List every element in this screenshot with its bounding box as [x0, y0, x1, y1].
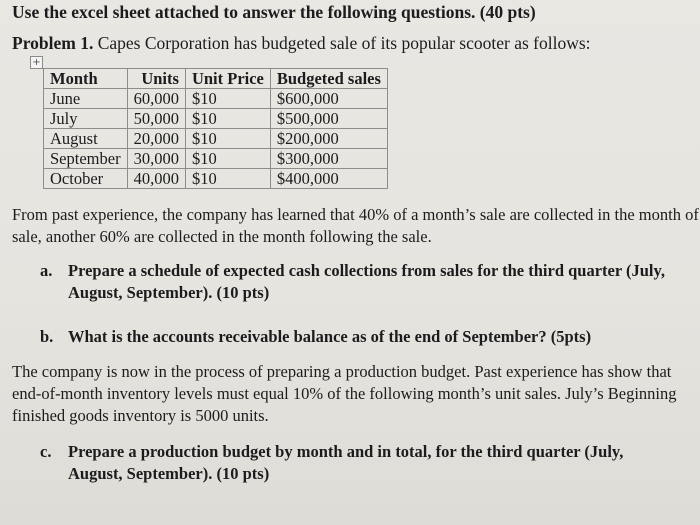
- cell-units: 30,000: [127, 149, 185, 169]
- production-paragraph: The company is now in the process of preparing a production budget. Past experience has show that end-of-month inventory levels must equal 10% of the following month’s unit sales. July’s Beginning finished goods inventory is 5000 units.: [12, 362, 677, 425]
- question-a-label: a.: [40, 261, 53, 280]
- cell-month: August: [44, 129, 128, 149]
- cell-units: 50,000: [127, 109, 185, 129]
- problem-statement: [12, 33, 591, 54]
- cell-budgeted-sales: $500,000: [270, 109, 387, 129]
- table-row: [44, 149, 388, 169]
- table-row: [44, 129, 388, 149]
- question-b-label: b.: [40, 327, 54, 346]
- table-row: [44, 89, 388, 109]
- page-heading: Use the excel sheet attached to answer the following questions. (40 pts): [12, 2, 536, 22]
- table-move-handle-icon[interactable]: +: [30, 56, 43, 69]
- cell-unit-price: $10: [185, 149, 270, 169]
- table-row: [44, 169, 388, 189]
- table-header-row: [44, 69, 388, 89]
- cell-unit-price: $10: [185, 169, 270, 189]
- question-b-text: What is the accounts receivable balance as of the end of September? (5pts): [68, 327, 592, 346]
- table-row: [44, 109, 388, 129]
- col-header-units: Units: [127, 69, 185, 89]
- question-c: [40, 441, 690, 485]
- col-header-month: Month: [44, 69, 128, 89]
- collection-paragraph: From past experience, the company has learned that 40% of a month’s sale are collected in the month of sale, another 60% are collected in the month following the sale.: [12, 205, 699, 246]
- question-c-label: c.: [40, 442, 52, 461]
- cell-budgeted-sales: $300,000: [270, 149, 387, 169]
- question-a-text: Prepare a schedule of expected cash collections from sales for the third quarter (July, August, September). (10 pts): [68, 261, 665, 302]
- cell-units: 40,000: [127, 169, 185, 189]
- question-b: [40, 326, 680, 348]
- cell-unit-price: $10: [185, 109, 270, 129]
- cell-units: 20,000: [127, 129, 185, 149]
- budgeted-sales-table: [43, 68, 388, 189]
- cell-units: 60,000: [127, 89, 185, 109]
- cell-month: October: [44, 169, 128, 189]
- problem-label: Problem 1.: [12, 33, 94, 53]
- cell-unit-price: $10: [185, 89, 270, 109]
- col-header-budgeted-sales: Budgeted sales: [270, 69, 387, 89]
- question-c-text: Prepare a production budget by month and in total, for the third quarter (July, August, September). (10 pts): [68, 442, 624, 483]
- cell-month: June: [44, 89, 128, 109]
- cell-month: July: [44, 109, 128, 129]
- cell-budgeted-sales: $400,000: [270, 169, 387, 189]
- cell-month: September: [44, 149, 128, 169]
- cell-budgeted-sales: $600,000: [270, 89, 387, 109]
- question-a: [40, 260, 680, 304]
- col-header-unit-price: Unit Price: [185, 69, 270, 89]
- cell-budgeted-sales: $200,000: [270, 129, 387, 149]
- cell-unit-price: $10: [185, 129, 270, 149]
- problem-text: Capes Corporation has budgeted sale of its popular scooter as follows:: [97, 33, 591, 53]
